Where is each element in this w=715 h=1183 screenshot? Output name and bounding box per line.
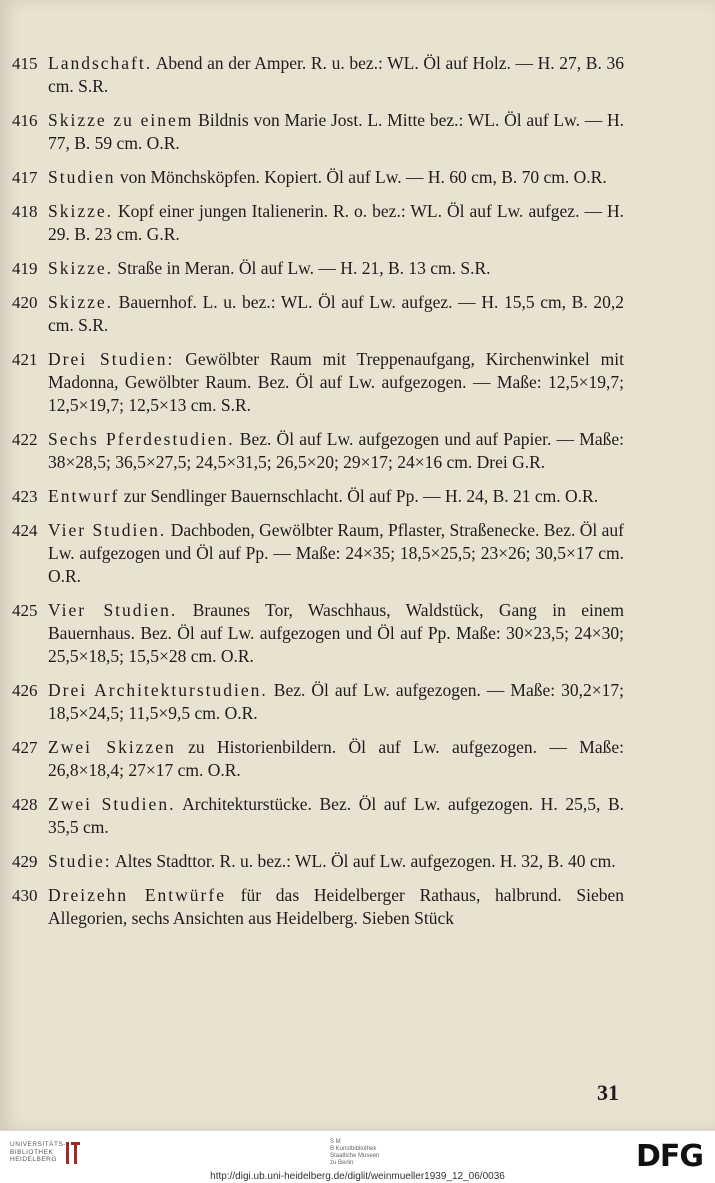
catalog-entry [12,485,624,508]
entry-number: 428 [12,795,38,814]
catalog-entry [12,109,624,155]
entry-title: Drei Architekturstudien. [48,680,268,700]
entry-title: Skizze zu einem [48,110,194,130]
entry-title: Zwei Skizzen [48,737,176,757]
entry-title: Skizze. [48,201,114,221]
entry-title: Studie: [48,851,112,871]
entry-description: Abend an der Amper. R. u. bez.: WL. Öl auf Holz. — H. 27, B. 36 cm. S.R. [48,53,624,96]
entry-title: Sechs Pferdestudien. [48,429,235,449]
entry-text [48,485,624,508]
entry-description: Dachboden, Gewölbter Raum, Pflaster, Straßenecke. Bez. Öl auf Lw. aufgezogen und Öl auf Pp. — Maße: 24×35; 18,5×25,5; 23×26; 30,5×17 cm. O.R. [48,520,624,586]
entry-description: Bauernhof. L. u. bez.: WL. Öl auf Lw. aufgez. — H. 15,5 cm, B. 20,2 cm. S.R. [48,292,624,335]
entry-text [48,428,624,474]
entry-description: von Mönchsköpfen. Kopiert. Öl auf Lw. — H. 60 cm, B. 70 cm. O.R. [115,167,607,187]
entry-text [48,519,624,588]
entry-number: 427 [12,738,38,757]
entry-number: 419 [12,259,38,278]
entry-text [48,257,624,280]
entry-number: 422 [12,430,38,449]
entry-description: Straße in Meran. Öl auf Lw. — H. 21, B. 13 cm. S.R. [113,258,491,278]
entry-number: 430 [12,886,38,905]
museum-label-line1: S M [330,1139,341,1145]
catalog-entry [12,519,624,588]
entry-description: Bez. Öl auf Lw. aufgezogen und auf Papier. — Maße: 38×28,5; 36,5×27,5; 24,5×31,5; 26,5×20; 29×17; 24×16 cm. Drei G.R. [48,429,624,472]
university-logo-icon [64,1140,82,1166]
catalog-entry [12,348,624,417]
catalog-entry [12,679,624,725]
entry-text [48,884,624,930]
entry-description: Bildnis von Marie Jost. L. Mitte bez.: WL. Öl auf Lw. — H. 77, B. 59 cm. O.R. [48,110,624,153]
entry-text [48,736,624,782]
entry-title: Skizze. [48,258,114,278]
entry-text [48,850,624,873]
entry-number: 417 [12,168,38,187]
entry-number: 418 [12,202,38,221]
entry-title: Vier Studien. [48,520,167,540]
entry-title: Dreizehn Entwürfe [48,885,226,905]
entry-number: 415 [12,54,38,73]
footer-bar [0,1130,715,1183]
museum-label [330,1139,379,1167]
entry-number: 420 [12,293,38,312]
entry-description: Gewölbter Raum mit Treppenaufgang, Kirchenwinkel mit Madonna, Gewölbter Raum. Bez. Öl auf Lw. aufgezogen. — Maße: 12,5×19,7; 12,5×19,7; 12,5×13 cm. S.R. [48,349,624,415]
museum-label-line2: B Kunstbibliothek [330,1146,377,1152]
catalog-entries [12,52,624,941]
entry-text [48,52,624,98]
entry-description: zu Historienbildern. Öl auf Lw. aufgezogen. — Maße: 26,8×18,4; 27×17 cm. O.R. [48,737,624,780]
entry-text [48,200,624,246]
entry-text [48,679,624,725]
entry-text [48,291,624,337]
entry-number: 426 [12,681,38,700]
entry-description: für das Heidelberger Rathaus, halbrund. Sieben Allegorien, sechs Ansichten aus Heidelberg. Sieben Stück [48,885,624,928]
entry-title: Studien [48,167,116,187]
dfg-logo: DFG [635,1139,703,1174]
entry-title: Zwei Studien. [48,794,176,814]
catalog-entry [12,52,624,98]
museum-label-line3: Staatliche Museen [330,1153,380,1159]
entry-description: Architekturstücke. Bez. Öl auf Lw. aufgezogen. H. 25,5, B. 35,5 cm. [48,794,625,837]
catalog-entry [12,428,624,474]
entry-number: 416 [12,111,38,130]
catalog-entry [12,257,624,280]
entry-title: Vier Studien. [48,600,178,620]
entry-title: Entwurf [48,486,120,506]
catalog-entry [12,166,624,189]
entry-number: 429 [12,852,38,871]
entry-title: Landschaft. [48,53,153,73]
page-number: 31 [597,1080,619,1105]
catalog-entry [12,291,624,337]
entry-number: 423 [12,487,38,506]
entry-title: Drei Studien: [48,349,175,369]
entry-number: 424 [12,521,38,540]
entry-text [48,166,624,189]
entry-description: zur Sendlinger Bauernschlacht. Öl auf Pp. — H. 24, B. 21 cm. O.R. [119,486,599,506]
entry-title: Skizze. [48,292,114,312]
entry-number: 421 [12,350,38,369]
entry-text [48,793,624,839]
entry-number: 425 [12,601,38,620]
entry-description: Altes Stadttor. R. u. bez.: WL. Öl auf Lw. aufgezogen. H. 32, B. 40 cm. [111,851,616,871]
entry-description: Braunes Tor, Waschhaus, Waldstück, Gang in einem Bauernhaus. Bez. Öl auf Lw. aufgezogen und Öl auf Pp. Maße: 30×23,5; 24×30; 25,5×18,5; 15,5×28 cm. O.R. [48,600,624,666]
entry-text [48,109,624,155]
entry-text [48,348,624,417]
catalog-entry [12,884,624,930]
museum-label-line4: zu Berlin [330,1160,354,1166]
catalog-entry [12,736,624,782]
catalog-entry [12,850,624,873]
catalog-entry [12,793,624,839]
entry-description: Bez. Öl auf Lw. aufgezogen. — Maße: 30,2×17; 18,5×24,5; 11,5×9,5 cm. O.R. [48,680,624,723]
catalog-entry [12,200,624,246]
university-library-label: UNIVERSITÄTS- BIBLIOTHEK HEIDELBERG [10,1141,66,1163]
entry-text [48,599,624,668]
catalog-entry [12,599,624,668]
entry-description: Kopf einer jungen Italienerin. R. o. bez.: WL. Öl auf Lw. aufgez. — H. 29. B. 23 cm. G.R. [48,201,624,244]
source-url-link[interactable]: http://digi.ub.uni-heidelberg.de/diglit/weinmueller1939_12_06/0036 [210,1171,505,1182]
